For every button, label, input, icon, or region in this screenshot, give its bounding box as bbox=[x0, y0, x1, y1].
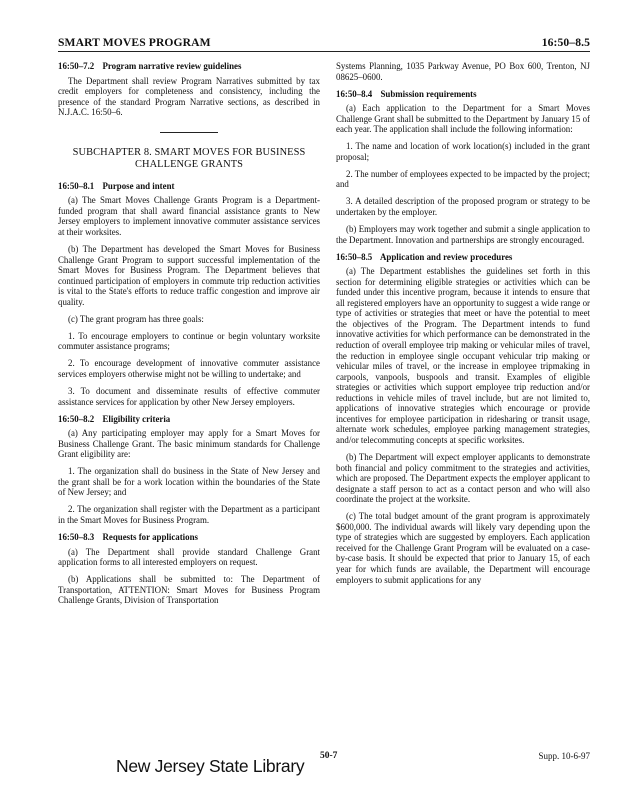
paragraph: (b) Employers may work together and submit a single application to the Department. Innovation and partnerships are strongly encouraged. bbox=[336, 224, 590, 245]
subchapter-heading-line: CHALLENGE GRANTS bbox=[134, 158, 244, 170]
paragraph: (b) The Department has developed the Smart Moves for Business Challenge Grant Program to support successful implementation of the Smart Moves for Business Program. The Department believes that continued participation of employers in commute trip reduction activities is vital to the State's efforts to reduce traffic congestion and improve air quality. bbox=[58, 243, 320, 307]
right-column bbox=[336, 61, 590, 592]
section-number: 16:50–8.2 bbox=[58, 413, 95, 424]
paragraph: (a) Any participating employer may apply for a Smart Moves for Business Challenge Grant. The basic minimum standards for Challenge Grant eligibility are: bbox=[58, 428, 320, 460]
section-title: Requests for applications bbox=[102, 532, 198, 542]
section-title: Purpose and intent bbox=[102, 180, 175, 191]
list-item: 3. A detailed description of the proposed program or strategy to be undertaken by the employer. bbox=[336, 196, 590, 218]
section-heading-7-2 bbox=[58, 61, 320, 72]
paragraph: (b) The Department will expect employer applicants to demonstrate both financial and policy commitment to the strategies and activities, which are proposed. The Department expects the employer applicant to designate a staff person to act as a contact person and who will also coordinate the project at the worksite. bbox=[336, 452, 590, 505]
library-stamp: New Jersey State Library bbox=[116, 756, 305, 776]
section-number: 16:50–8.4 bbox=[336, 88, 373, 99]
section-heading-8-1 bbox=[58, 181, 320, 192]
section-title: Submission requirements bbox=[380, 88, 477, 99]
list-item: 2. The organization shall register with the Department as a participant in the Smart Moves for Business Program. bbox=[58, 504, 320, 525]
paragraph: (a) The Smart Moves Challenge Grants Program is a Department-funded program that shall award financial assistance grants to New Jersey employers to implement innovative commuter assistance services at their worksites. bbox=[58, 195, 320, 237]
paragraph: (a) Each application to the Department for a Smart Moves Challenge Grant shall be submitted to the Department by January 15 of each year. The application shall include the following information: bbox=[336, 103, 590, 135]
running-head-title: SMART MOVES PROGRAM bbox=[58, 36, 211, 49]
subchapter-heading-line: SUBCHAPTER 8. SMART MOVES FOR BUSINESS bbox=[72, 146, 306, 158]
subchapter-heading bbox=[58, 147, 320, 171]
paragraph: (a) The Department shall provide standard Challenge Grant application forms to all interested employers on request. bbox=[58, 546, 320, 568]
list-item: 1. To encourage employers to continue or begin voluntary worksite commuter assistance programs; bbox=[58, 330, 320, 352]
supplement-date: Supp. 10-6-97 bbox=[538, 751, 590, 761]
section-divider bbox=[160, 132, 218, 133]
list-item: 3. To document and disseminate results of effective commuter assistance services for application by other New Jersey employers. bbox=[58, 385, 320, 407]
page-number: 50-7 bbox=[320, 751, 338, 761]
section-heading-8-2 bbox=[58, 414, 320, 425]
paragraph: (b) Applications shall be submitted to: The Department of Transportation, ATTENTION: Smart Moves for Business Program Challenge Grants, Division of Transportation bbox=[58, 574, 320, 606]
section-title: Eligibility criteria bbox=[102, 413, 171, 424]
section-title: Application and review procedures bbox=[379, 251, 513, 262]
paragraph: (a) The Department establishes the guidelines set forth in this section for determining eligible strategies or activities which can be funded under this incentive program, because it intends to ensure that all registered employers have an opportunity to suggest a wide range or type of activities or strategies that meet or have the potential to meet the objectives of the Program. The Department intends to fund innovative activities for which performance can be demonstrated in the reduction of overall employee trip making or vehicular miles of travel, the reduction in employee single occupant vehicular trip making or vehicular miles of travel, or the increase in employee tripmaking in carpools, vanpools, buspools and transit. Examples of eligible strategies or activities which support employee trip reduction and/or reductions in vehicle miles of travel include, but are not limited to, applications of innovative strategies which encourage or provide incentives for employee participation in ridesharing or transit usage, alternate work schedules, employee parking management strategies, and/or telecommuting concepts at specific worksites. bbox=[336, 266, 590, 445]
running-head-section: 16:50–8.5 bbox=[541, 36, 590, 49]
section-number: 16:50–8.5 bbox=[336, 251, 373, 262]
paragraph: The Department shall review Program Narratives submitted by tax credit employers for completeness and consistency, including the presence of the standard Program Narrative sections, as described in N.J.A.C. 16:50–6. bbox=[58, 75, 320, 118]
section-number: 16:50–8.1 bbox=[58, 180, 95, 191]
list-item: 2. To encourage development of innovative commuter assistance services employers otherwise might not be willing to undertake; and bbox=[58, 358, 320, 379]
paragraph: (c) The total budget amount of the grant program is approximately $600,000. The individual awards will likely vary depending upon the type of strategies which are suggested by employers. Each application received for the Challenge Grant Program will be evaluated on a case-by-case basis. It should be expected that prior to January 15, of each year for which funds are available, the Department will encourage employers to submit applications for any bbox=[336, 511, 590, 585]
list-item: 1. The name and location of work location(s) included in the grant proposal; bbox=[336, 141, 590, 162]
paragraph-continuation: Systems Planning, 1035 Parkway Avenue, PO Box 600, Trenton, NJ 08625–0600. bbox=[336, 61, 590, 82]
list-item: 1. The organization shall do business in the State of New Jersey and the grant shall be for a work location within the boundaries of the State of New Jersey; and bbox=[58, 466, 320, 498]
section-heading-8-5 bbox=[336, 252, 590, 263]
section-title: Program narrative review guidelines bbox=[102, 61, 242, 71]
section-heading-8-4 bbox=[336, 89, 590, 100]
paragraph: (c) The grant program has three goals: bbox=[68, 313, 204, 324]
section-number: 16:50–8.3 bbox=[58, 532, 95, 542]
running-head bbox=[58, 36, 590, 52]
section-heading-8-3 bbox=[58, 532, 320, 543]
section-number: 16:50–7.2 bbox=[58, 61, 95, 71]
list-item: 2. The number of employees expected to be impacted by the project; and bbox=[336, 168, 590, 190]
left-column bbox=[58, 61, 320, 612]
